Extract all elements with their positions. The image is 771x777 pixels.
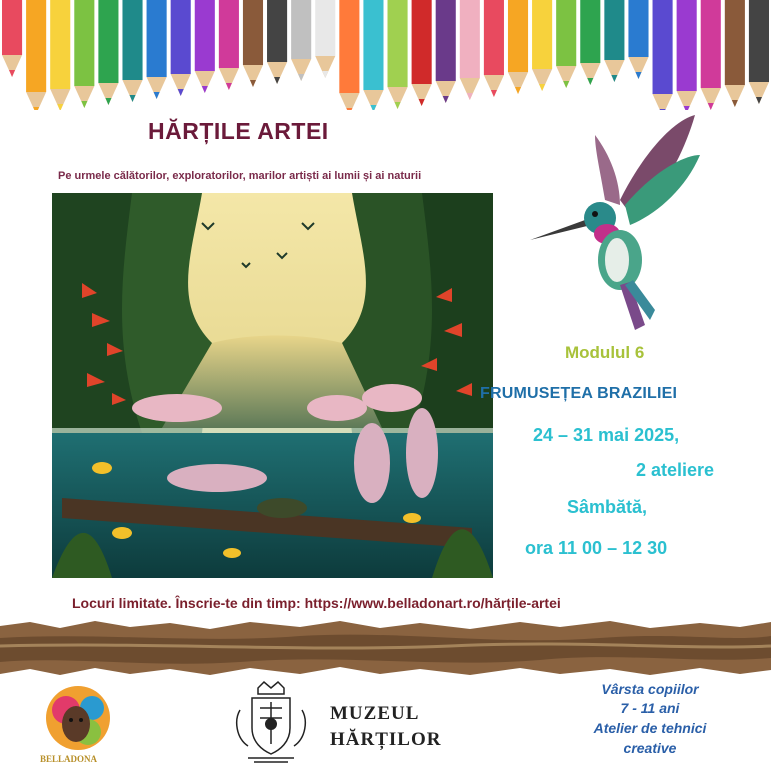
pencil <box>26 0 46 110</box>
workshop-type-line2: creative <box>623 740 677 756</box>
event-dates: 24 – 31 mai 2025, <box>533 425 680 445</box>
pencil <box>436 0 456 103</box>
pencil <box>388 0 408 109</box>
pencil <box>628 0 648 79</box>
torn-paper-band <box>0 618 771 678</box>
pencil <box>532 0 552 91</box>
pencil <box>412 0 432 106</box>
age-value: 7 - 11 ani <box>620 700 680 716</box>
pencil <box>195 0 215 93</box>
colored-pencils-border <box>0 0 771 110</box>
page-subtitle: Pe urmele călătorilor, exploratorilor, marilor artiști ai lumii și ai naturii <box>58 170 422 182</box>
workshop-type-line1: Atelier de tehnici <box>593 720 707 736</box>
pencil <box>556 0 576 88</box>
pencil <box>98 0 118 105</box>
museum-name-line2: HĂRȚILOR <box>330 729 442 750</box>
page-title: HĂRȚILE ARTEI <box>148 118 329 144</box>
belladona-logo <box>38 678 118 758</box>
pencil <box>339 0 359 110</box>
pencil <box>267 0 287 84</box>
pencil <box>171 0 191 96</box>
event-day: Sâmbătă, <box>567 497 648 517</box>
pencil <box>50 0 70 110</box>
pencil <box>749 0 769 104</box>
age-label: Vârsta copiilor <box>601 681 699 697</box>
pencil <box>580 0 600 85</box>
pencil <box>147 0 167 99</box>
pencil <box>291 0 311 81</box>
pencil <box>677 0 697 110</box>
pencil <box>604 0 624 82</box>
museum-crest-icon <box>230 680 312 766</box>
pencil <box>219 0 239 90</box>
amazon-river-illustration <box>52 193 493 578</box>
hummingbird-illustration <box>525 110 710 335</box>
pencil <box>74 0 94 108</box>
pencil <box>460 0 480 100</box>
pencil <box>701 0 721 110</box>
pencil <box>484 0 504 97</box>
pencil <box>243 0 263 87</box>
pencil <box>508 0 528 94</box>
pencil <box>653 0 673 110</box>
module-number: Modulul 6 <box>565 343 645 362</box>
signup-link[interactable]: Locuri limitate. Înscrie-te din timp: https://www.belladonart.ro/hărțile-artei <box>72 595 561 611</box>
event-hours: ora 11 00 – 12 30 <box>525 538 668 558</box>
pencil <box>363 0 383 110</box>
pencil <box>315 0 335 78</box>
workshop-count: 2 ateliere <box>636 460 715 480</box>
museum-name-line1: MUZEUL <box>330 703 420 724</box>
module-theme: FRUMUSEȚEA BRAZILIEI <box>480 385 678 402</box>
pencil <box>122 0 142 102</box>
pencil <box>725 0 745 107</box>
pencil <box>2 0 22 77</box>
belladona-label: BELLADONA <box>40 754 98 764</box>
